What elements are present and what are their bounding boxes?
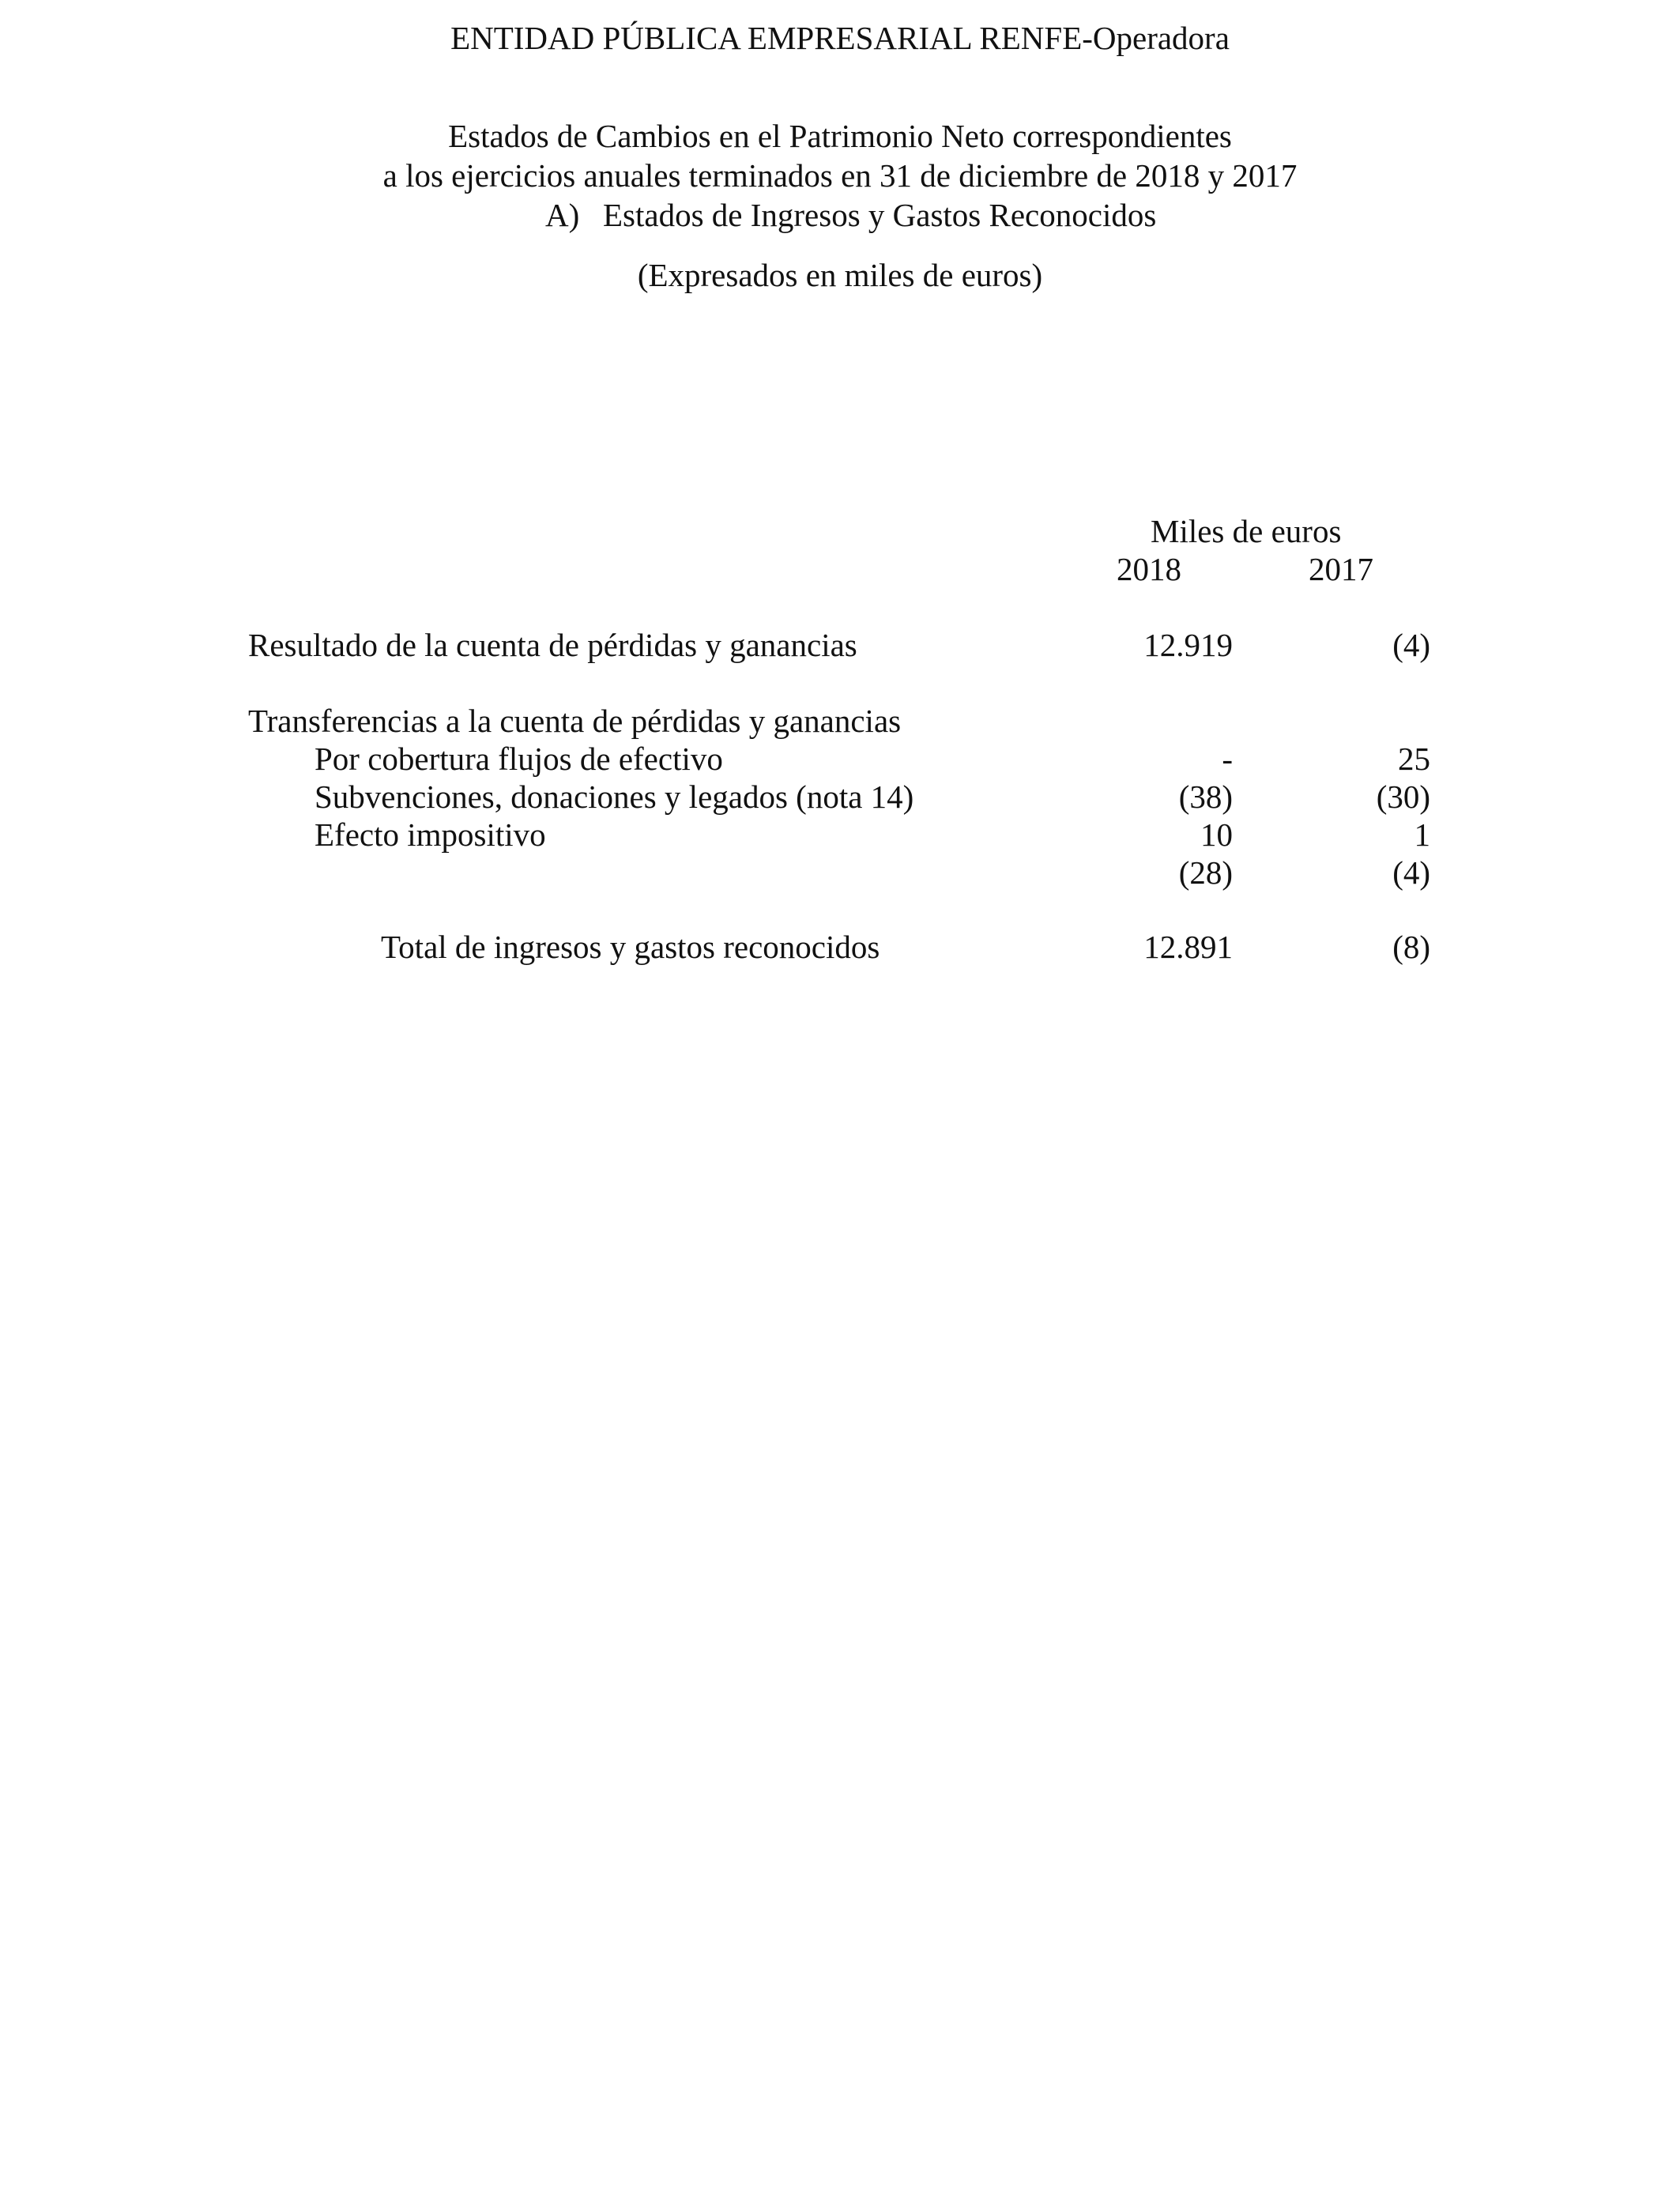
row-value-2017: (30): [1376, 778, 1430, 815]
row-value-2018: 12.919: [1143, 627, 1233, 663]
row-label-transferencias: Transferencias a la cuenta de pérdidas y ganancias: [248, 703, 902, 739]
document-title-line1: Estados de Cambios en el Patrimonio Neto correspondientes: [448, 118, 1232, 154]
unit-header: Miles de euros: [1151, 513, 1342, 549]
subtotal-value-2018: (28): [1178, 854, 1233, 891]
units-note: (Expresados en miles de euros): [637, 257, 1043, 293]
section-marker: A): [545, 197, 580, 233]
row-value-2018: 10: [1200, 816, 1233, 853]
total-value-2018: 12.891: [1143, 929, 1233, 965]
section-title: Estados de Ingresos y Gastos Reconocidos: [603, 197, 1157, 233]
row-value-2018: -: [1222, 741, 1233, 777]
row-label-resultado: Resultado de la cuenta de pérdidas y ganancias: [248, 627, 857, 663]
row-label-total: Total de ingresos y gastos reconocidos: [381, 929, 880, 965]
total-value-2017: (8): [1392, 929, 1430, 965]
row-value-2018: (38): [1178, 778, 1233, 815]
document-title-line2: a los ejercicios anuales terminados en 31 de diciembre de 2018 y 2017: [382, 157, 1298, 194]
row-label-efecto-impositivo: Efecto impositivo: [315, 816, 546, 853]
entity-name: ENTIDAD PÚBLICA EMPRESARIAL RENFE-Operadora: [450, 20, 1230, 56]
row-value-2017: 25: [1398, 741, 1430, 777]
column-header-2017: 2017: [1309, 551, 1373, 587]
row-value-2017: 1: [1414, 816, 1430, 853]
subtotal-value-2017: (4): [1392, 854, 1430, 891]
row-value-2017: (4): [1392, 627, 1430, 663]
column-header-2018: 2018: [1117, 551, 1181, 587]
row-label-subvenciones: Subvenciones, donaciones y legados (nota 14): [315, 778, 914, 815]
row-label-cobertura: Por cobertura flujos de efectivo: [315, 741, 723, 777]
